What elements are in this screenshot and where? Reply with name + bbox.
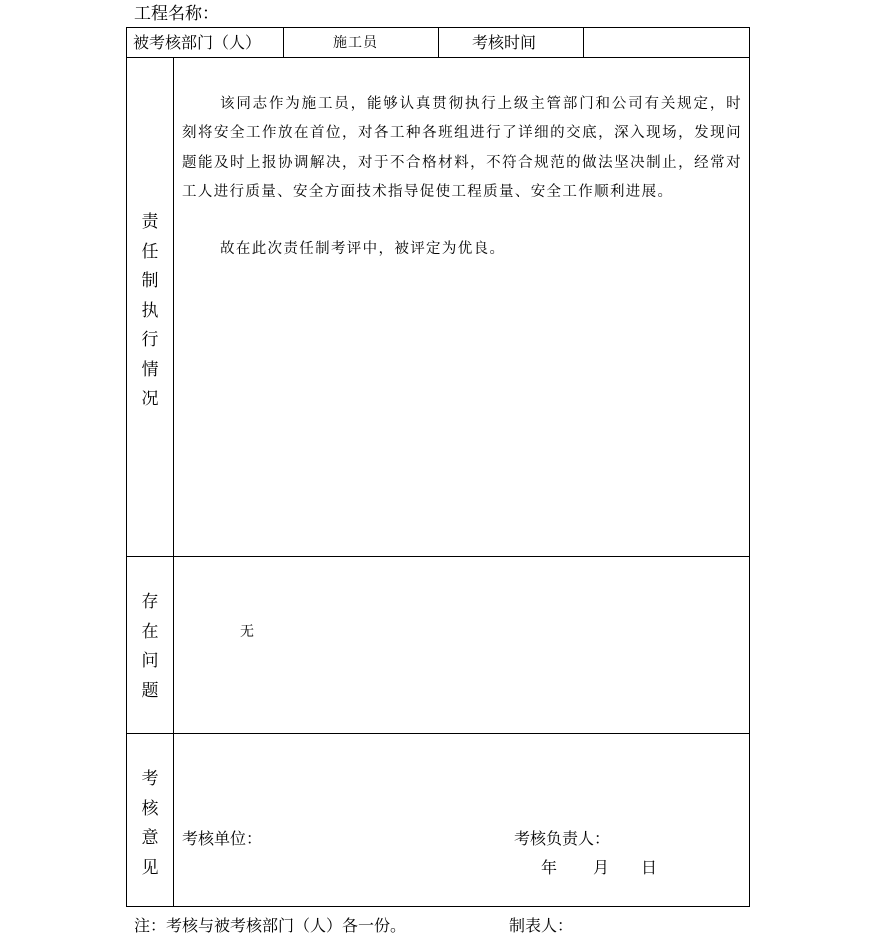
responsibility-paragraph-2: 故在此次责任制考评中，被评定为优良。: [220, 241, 506, 257]
issues-label: [127, 588, 173, 706]
footer-note: 注：考核与被考核部门（人）各一份。: [134, 916, 407, 935]
label-char: 意: [141, 828, 159, 848]
label-char: 问: [141, 651, 159, 671]
project-name-label: 工程名称：: [134, 4, 219, 24]
issues-value: 无: [240, 624, 255, 640]
assessment-unit-label: 考核单位：: [182, 829, 263, 848]
evaluated-dept-value: 施工员: [333, 35, 378, 51]
evaluated-dept-label: 被考核部门（人）: [133, 33, 262, 52]
label-col-divider: [173, 57, 174, 907]
label-char: 制: [141, 271, 159, 291]
assessment-form-table: [126, 27, 750, 907]
label-char: 存: [141, 592, 159, 612]
header-col-divider-2: [438, 28, 439, 57]
date-year-label: 年: [541, 858, 558, 877]
responsibility-label: [127, 208, 173, 415]
assessment-responsible-label: 考核负责人：: [514, 829, 611, 848]
label-char: 考: [141, 769, 159, 789]
label-char: 执: [141, 300, 159, 321]
label-char: 情: [141, 359, 159, 380]
responsibility-row-divider: [127, 556, 749, 557]
assessment-time-label: 考核时间: [472, 33, 537, 52]
header-col-divider-1: [283, 28, 284, 57]
header-col-divider-3: [583, 28, 584, 57]
label-char: 题: [141, 680, 159, 701]
responsibility-paragraph-1: 该同志作为施工员，能够认真贯彻执行上级主管部门和公司有关规定，时刻将安全工作放在首位，对各工种各班组进行了详细的交底，深入现场，发现问题能及时上报协调解决，对于不合格材料，不符合规范的做法坚决制止，经常对工人进行质量、安全方面技术指导促使工程质量、安全工作顺利进展。: [182, 96, 742, 200]
issues-row-divider: [127, 733, 749, 734]
label-char: 在: [141, 621, 159, 642]
header-row-divider: [127, 57, 749, 58]
preparer-label: 制表人：: [509, 916, 574, 935]
label-char: 核: [141, 798, 159, 819]
date-day-label: 日: [641, 858, 658, 877]
label-char: 况: [141, 389, 159, 409]
label-char: 行: [141, 330, 159, 350]
label-char: 见: [141, 857, 159, 878]
label-char: 任: [141, 241, 159, 262]
label-char: 责: [141, 212, 159, 232]
date-month-label: 月: [593, 858, 610, 877]
opinion-label: [127, 765, 173, 883]
